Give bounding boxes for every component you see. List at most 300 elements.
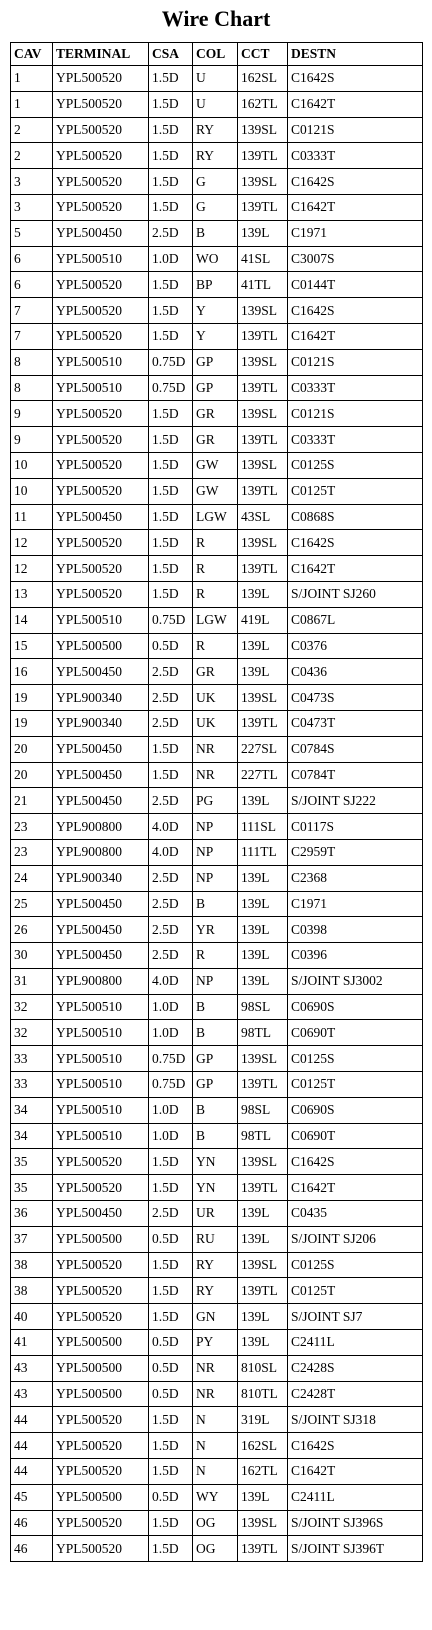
destn-cell: C1642T <box>288 194 423 220</box>
column-header-col: COL <box>193 43 238 66</box>
csa-cell: 1.5D <box>149 504 193 530</box>
destn-cell: C0784S <box>288 736 423 762</box>
col-cell: RY <box>193 143 238 169</box>
destn-cell: C0121S <box>288 117 423 143</box>
destn-cell: C1642S <box>288 169 423 195</box>
cav-cell: 6 <box>11 246 53 272</box>
cav-cell: 20 <box>11 762 53 788</box>
cct-cell: 139L <box>238 917 288 943</box>
col-cell: NP <box>193 814 238 840</box>
col-cell: OG <box>193 1510 238 1536</box>
cct-cell: 43SL <box>238 504 288 530</box>
csa-cell: 1.5D <box>149 194 193 220</box>
table-row <box>11 427 423 453</box>
cav-cell: 44 <box>11 1433 53 1459</box>
terminal-cell: YPL500450 <box>53 659 149 685</box>
csa-cell: 1.5D <box>149 66 193 92</box>
destn-cell: C2411L <box>288 1484 423 1510</box>
csa-cell: 0.5D <box>149 1330 193 1356</box>
cct-cell: 139L <box>238 220 288 246</box>
destn-cell: C0690T <box>288 1123 423 1149</box>
csa-cell: 4.0D <box>149 968 193 994</box>
terminal-cell: YPL500510 <box>53 1020 149 1046</box>
cct-cell: 98SL <box>238 994 288 1020</box>
table-row <box>11 685 423 711</box>
csa-cell: 0.5D <box>149 1381 193 1407</box>
terminal-cell: YPL500520 <box>53 1278 149 1304</box>
cav-cell: 35 <box>11 1149 53 1175</box>
csa-cell: 2.5D <box>149 1201 193 1227</box>
terminal-cell: YPL500520 <box>53 478 149 504</box>
cav-cell: 44 <box>11 1459 53 1485</box>
destn-cell: S/JOINT SJ318 <box>288 1407 423 1433</box>
csa-cell: 2.5D <box>149 659 193 685</box>
cct-cell: 139TL <box>238 1175 288 1201</box>
destn-cell: C0121S <box>288 349 423 375</box>
destn-cell: S/JOINT SJ3002 <box>288 968 423 994</box>
cav-cell: 21 <box>11 788 53 814</box>
cct-cell: 810TL <box>238 1381 288 1407</box>
terminal-cell: YPL500520 <box>53 298 149 324</box>
table-row <box>11 1330 423 1356</box>
table-row <box>11 891 423 917</box>
cct-cell: 139SL <box>238 1149 288 1175</box>
table-row <box>11 1355 423 1381</box>
cav-cell: 1 <box>11 66 53 92</box>
cct-cell: 139SL <box>238 1252 288 1278</box>
cav-cell: 38 <box>11 1252 53 1278</box>
table-row <box>11 1201 423 1227</box>
cav-cell: 5 <box>11 220 53 246</box>
destn-cell: C1642S <box>288 66 423 92</box>
csa-cell: 1.5D <box>149 401 193 427</box>
cav-cell: 32 <box>11 994 53 1020</box>
cav-cell: 15 <box>11 633 53 659</box>
cct-cell: 139TL <box>238 478 288 504</box>
table-row <box>11 349 423 375</box>
csa-cell: 1.5D <box>149 169 193 195</box>
destn-cell: C0125T <box>288 1278 423 1304</box>
csa-cell: 0.5D <box>149 1355 193 1381</box>
terminal-cell: YPL500450 <box>53 220 149 246</box>
table-row <box>11 530 423 556</box>
cav-cell: 33 <box>11 1046 53 1072</box>
cav-cell: 1 <box>11 91 53 117</box>
col-cell: Y <box>193 323 238 349</box>
col-cell: B <box>193 1123 238 1149</box>
cav-cell: 14 <box>11 607 53 633</box>
cct-cell: 227SL <box>238 736 288 762</box>
col-cell: R <box>193 633 238 659</box>
column-header-terminal: TERMINAL <box>53 43 149 66</box>
cct-cell: 139TL <box>238 710 288 736</box>
cct-cell: 139L <box>238 968 288 994</box>
destn-cell: C1642S <box>288 1433 423 1459</box>
cav-cell: 31 <box>11 968 53 994</box>
destn-cell: C2411L <box>288 1330 423 1356</box>
cav-cell: 10 <box>11 478 53 504</box>
destn-cell: C1642T <box>288 91 423 117</box>
cct-cell: 139SL <box>238 401 288 427</box>
csa-cell: 1.5D <box>149 91 193 117</box>
cct-cell: 139TL <box>238 375 288 401</box>
csa-cell: 1.0D <box>149 1020 193 1046</box>
terminal-cell: YPL500520 <box>53 169 149 195</box>
csa-cell: 1.5D <box>149 323 193 349</box>
destn-cell: C1642T <box>288 323 423 349</box>
cct-cell: 139TL <box>238 323 288 349</box>
csa-cell: 0.75D <box>149 1046 193 1072</box>
destn-cell: C1642S <box>288 298 423 324</box>
csa-cell: 1.5D <box>149 427 193 453</box>
table-row <box>11 839 423 865</box>
cav-cell: 46 <box>11 1510 53 1536</box>
cct-cell: 41SL <box>238 246 288 272</box>
terminal-cell: YPL500520 <box>53 581 149 607</box>
col-cell: R <box>193 581 238 607</box>
cct-cell: 111TL <box>238 839 288 865</box>
destn-cell: C2428S <box>288 1355 423 1381</box>
terminal-cell: YPL500500 <box>53 1484 149 1510</box>
page-title: Wire Chart <box>161 6 271 31</box>
destn-cell: C2428T <box>288 1381 423 1407</box>
csa-cell: 1.5D <box>149 272 193 298</box>
destn-cell: C0144T <box>288 272 423 298</box>
terminal-cell: YPL500500 <box>53 1226 149 1252</box>
csa-cell: 1.5D <box>149 1175 193 1201</box>
terminal-cell: YPL500510 <box>53 607 149 633</box>
terminal-cell: YPL500510 <box>53 1072 149 1098</box>
cav-cell: 45 <box>11 1484 53 1510</box>
col-cell: B <box>193 1020 238 1046</box>
terminal-cell: YPL500520 <box>53 1459 149 1485</box>
csa-cell: 0.5D <box>149 633 193 659</box>
table-row <box>11 943 423 969</box>
col-cell: GR <box>193 427 238 453</box>
cct-cell: 139SL <box>238 169 288 195</box>
cav-cell: 33 <box>11 1072 53 1098</box>
col-cell: R <box>193 530 238 556</box>
table-row <box>11 1020 423 1046</box>
col-cell: PY <box>193 1330 238 1356</box>
cav-cell: 25 <box>11 891 53 917</box>
terminal-cell: YPL500520 <box>53 143 149 169</box>
table-body <box>11 66 423 1562</box>
destn-cell: C0117S <box>288 814 423 840</box>
cct-cell: 419L <box>238 607 288 633</box>
destn-cell: C0784T <box>288 762 423 788</box>
terminal-cell: YPL500520 <box>53 272 149 298</box>
cav-cell: 23 <box>11 839 53 865</box>
col-cell: NR <box>193 762 238 788</box>
col-cell: GW <box>193 452 238 478</box>
cct-cell: 162SL <box>238 66 288 92</box>
table-row <box>11 143 423 169</box>
table-row <box>11 1072 423 1098</box>
col-cell: U <box>193 91 238 117</box>
col-cell: N <box>193 1433 238 1459</box>
destn-cell: C0125S <box>288 1046 423 1072</box>
terminal-cell: YPL500520 <box>53 530 149 556</box>
destn-cell: C1642T <box>288 1459 423 1485</box>
destn-cell: C0333T <box>288 427 423 453</box>
col-cell: B <box>193 891 238 917</box>
col-cell: LGW <box>193 607 238 633</box>
col-cell: GP <box>193 349 238 375</box>
csa-cell: 2.5D <box>149 943 193 969</box>
terminal-cell: YPL500510 <box>53 994 149 1020</box>
cct-cell: 139TL <box>238 556 288 582</box>
cav-cell: 16 <box>11 659 53 685</box>
table-row <box>11 736 423 762</box>
csa-cell: 2.5D <box>149 788 193 814</box>
cct-cell: 139L <box>238 1484 288 1510</box>
destn-cell: C0690S <box>288 1097 423 1123</box>
column-header-cct: CCT <box>238 43 288 66</box>
table-row <box>11 710 423 736</box>
table-row <box>11 1046 423 1072</box>
cct-cell: 139L <box>238 581 288 607</box>
cav-cell: 32 <box>11 1020 53 1046</box>
table-row <box>11 401 423 427</box>
column-header-destn: DESTN <box>288 43 423 66</box>
destn-cell: C0690S <box>288 994 423 1020</box>
table-row <box>11 452 423 478</box>
table-row <box>11 556 423 582</box>
table-row <box>11 169 423 195</box>
csa-cell: 1.5D <box>149 1149 193 1175</box>
terminal-cell: YPL500520 <box>53 1407 149 1433</box>
destn-cell: C0376 <box>288 633 423 659</box>
col-cell: RY <box>193 1278 238 1304</box>
cct-cell: 227TL <box>238 762 288 788</box>
cct-cell: 139TL <box>238 1536 288 1562</box>
destn-cell: C0867L <box>288 607 423 633</box>
csa-cell: 1.5D <box>149 581 193 607</box>
csa-cell: 1.5D <box>149 1278 193 1304</box>
destn-cell: C1642T <box>288 556 423 582</box>
cct-cell: 139TL <box>238 427 288 453</box>
terminal-cell: YPL500450 <box>53 762 149 788</box>
destn-cell: S/JOINT SJ396T <box>288 1536 423 1562</box>
csa-cell: 1.5D <box>149 1252 193 1278</box>
cct-cell: 139SL <box>238 117 288 143</box>
col-cell: UR <box>193 1201 238 1227</box>
csa-cell: 1.5D <box>149 452 193 478</box>
csa-cell: 1.5D <box>149 117 193 143</box>
table-row <box>11 1459 423 1485</box>
destn-cell: C0435 <box>288 1201 423 1227</box>
col-cell: UK <box>193 710 238 736</box>
csa-cell: 1.5D <box>149 1459 193 1485</box>
cav-cell: 36 <box>11 1201 53 1227</box>
col-cell: NR <box>193 1381 238 1407</box>
table-row <box>11 607 423 633</box>
destn-cell: C0473T <box>288 710 423 736</box>
cct-cell: 162TL <box>238 1459 288 1485</box>
destn-cell: C0436 <box>288 659 423 685</box>
destn-cell: C1642S <box>288 1149 423 1175</box>
csa-cell: 0.75D <box>149 375 193 401</box>
col-cell: NP <box>193 968 238 994</box>
terminal-cell: YPL900340 <box>53 685 149 711</box>
table-row <box>11 504 423 530</box>
terminal-cell: YPL500520 <box>53 452 149 478</box>
cct-cell: 111SL <box>238 814 288 840</box>
cav-cell: 43 <box>11 1381 53 1407</box>
cct-cell: 139TL <box>238 143 288 169</box>
cct-cell: 139L <box>238 1226 288 1252</box>
cav-cell: 41 <box>11 1330 53 1356</box>
table-row <box>11 1536 423 1562</box>
csa-cell: 2.5D <box>149 891 193 917</box>
wire-chart-table <box>10 42 423 1562</box>
table-row <box>11 994 423 1020</box>
csa-cell: 1.5D <box>149 556 193 582</box>
col-cell: PG <box>193 788 238 814</box>
cct-cell: 139SL <box>238 685 288 711</box>
table-row <box>11 1433 423 1459</box>
cav-cell: 12 <box>11 530 53 556</box>
terminal-cell: YPL500520 <box>53 1433 149 1459</box>
cct-cell: 139L <box>238 1304 288 1330</box>
csa-cell: 2.5D <box>149 917 193 943</box>
destn-cell: S/JOINT SJ206 <box>288 1226 423 1252</box>
col-cell: U <box>193 66 238 92</box>
cav-cell: 10 <box>11 452 53 478</box>
cav-cell: 12 <box>11 556 53 582</box>
destn-cell: C1971 <box>288 220 423 246</box>
cav-cell: 8 <box>11 349 53 375</box>
col-cell: Y <box>193 298 238 324</box>
destn-cell: C0398 <box>288 917 423 943</box>
table-row <box>11 968 423 994</box>
destn-cell: S/JOINT SJ260 <box>288 581 423 607</box>
terminal-cell: YPL500520 <box>53 117 149 143</box>
cav-cell: 38 <box>11 1278 53 1304</box>
col-cell: GP <box>193 1046 238 1072</box>
col-cell: YN <box>193 1149 238 1175</box>
col-cell: YN <box>193 1175 238 1201</box>
cct-cell: 139TL <box>238 194 288 220</box>
terminal-cell: YPL500450 <box>53 736 149 762</box>
cct-cell: 139L <box>238 788 288 814</box>
terminal-cell: YPL500520 <box>53 1149 149 1175</box>
destn-cell: C0396 <box>288 943 423 969</box>
table-row <box>11 220 423 246</box>
csa-cell: 1.5D <box>149 736 193 762</box>
cct-cell: 139SL <box>238 349 288 375</box>
csa-cell: 1.5D <box>149 1407 193 1433</box>
cav-cell: 2 <box>11 117 53 143</box>
col-cell: GW <box>193 478 238 504</box>
terminal-cell: YPL500510 <box>53 349 149 375</box>
col-cell: R <box>193 556 238 582</box>
terminal-cell: YPL500450 <box>53 917 149 943</box>
cct-cell: 139L <box>238 659 288 685</box>
col-cell: NR <box>193 736 238 762</box>
cav-cell: 46 <box>11 1536 53 1562</box>
cct-cell: 139TL <box>238 1072 288 1098</box>
col-cell: RY <box>193 1252 238 1278</box>
cav-cell: 34 <box>11 1097 53 1123</box>
csa-cell: 1.5D <box>149 478 193 504</box>
destn-cell: C3007S <box>288 246 423 272</box>
terminal-cell: YPL500520 <box>53 1252 149 1278</box>
col-cell: N <box>193 1407 238 1433</box>
terminal-cell: YPL500500 <box>53 633 149 659</box>
col-cell: YR <box>193 917 238 943</box>
csa-cell: 0.75D <box>149 1072 193 1098</box>
cav-cell: 34 <box>11 1123 53 1149</box>
col-cell: LGW <box>193 504 238 530</box>
table-row <box>11 788 423 814</box>
terminal-cell: YPL500520 <box>53 427 149 453</box>
csa-cell: 2.5D <box>149 710 193 736</box>
col-cell: WY <box>193 1484 238 1510</box>
terminal-cell: YPL500520 <box>53 66 149 92</box>
table-row <box>11 1407 423 1433</box>
table-row <box>11 1381 423 1407</box>
col-cell: B <box>193 1097 238 1123</box>
terminal-cell: YPL500510 <box>53 1046 149 1072</box>
terminal-cell: YPL900800 <box>53 968 149 994</box>
terminal-cell: YPL900800 <box>53 839 149 865</box>
table-row <box>11 1304 423 1330</box>
terminal-cell: YPL500510 <box>53 1123 149 1149</box>
terminal-cell: YPL500520 <box>53 194 149 220</box>
cav-cell: 20 <box>11 736 53 762</box>
cav-cell: 7 <box>11 298 53 324</box>
table-row <box>11 1252 423 1278</box>
col-cell: UK <box>193 685 238 711</box>
csa-cell: 4.0D <box>149 814 193 840</box>
col-cell: OG <box>193 1536 238 1562</box>
table-row <box>11 659 423 685</box>
cav-cell: 7 <box>11 323 53 349</box>
table-row <box>11 323 423 349</box>
cct-cell: 810SL <box>238 1355 288 1381</box>
destn-cell: C0333T <box>288 375 423 401</box>
terminal-cell: YPL500450 <box>53 504 149 530</box>
cct-cell: 98SL <box>238 1097 288 1123</box>
col-cell: NR <box>193 1355 238 1381</box>
col-cell: WO <box>193 246 238 272</box>
destn-cell: C0125S <box>288 452 423 478</box>
table-row <box>11 1484 423 1510</box>
table-row <box>11 117 423 143</box>
column-header-cav: CAV <box>11 43 53 66</box>
destn-cell: C0121S <box>288 401 423 427</box>
table-row <box>11 298 423 324</box>
cct-cell: 139L <box>238 943 288 969</box>
csa-cell: 1.5D <box>149 530 193 556</box>
col-cell: GP <box>193 375 238 401</box>
csa-cell: 1.0D <box>149 1123 193 1149</box>
csa-cell: 2.5D <box>149 865 193 891</box>
csa-cell: 0.5D <box>149 1484 193 1510</box>
terminal-cell: YPL500520 <box>53 1536 149 1562</box>
col-cell: NP <box>193 865 238 891</box>
csa-cell: 1.5D <box>149 143 193 169</box>
terminal-cell: YPL500520 <box>53 1175 149 1201</box>
terminal-cell: YPL500520 <box>53 91 149 117</box>
destn-cell: C1642T <box>288 1175 423 1201</box>
col-cell: B <box>193 220 238 246</box>
table-row <box>11 865 423 891</box>
terminal-cell: YPL900800 <box>53 814 149 840</box>
terminal-cell: YPL500520 <box>53 401 149 427</box>
